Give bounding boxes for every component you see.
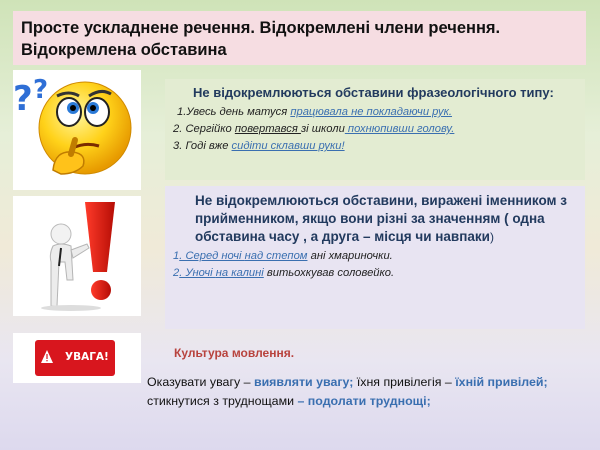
svg-text:?: ? <box>33 75 49 105</box>
svg-text:?: ? <box>13 79 33 119</box>
page-title: Просте ускладнене речення. Відокремлені члени речення. Відокремлена обставина <box>13 11 586 65</box>
culture-heading: Культура мовлення. <box>174 346 295 360</box>
warning-badge-icon <box>13 333 141 383</box>
speech-norms <box>147 373 597 411</box>
norm-item: Оказувати увагу – виявляти увагу; <box>147 375 354 389</box>
person-exclamation-icon <box>13 196 141 316</box>
rule-box-noun-adverbials <box>165 186 585 329</box>
example-line: 2. Сергійко повертався зі школи похнюпивши голову. <box>173 123 455 135</box>
example-line: 1.Увесь день матуся працювала не покладаючи рук. <box>177 106 453 118</box>
warning-badge-text: УВАГА! <box>65 351 109 363</box>
example-line: 3. Годі вже сидіти склавши руки! <box>173 140 345 152</box>
thinking-face-icon <box>13 70 141 190</box>
example-line: 2. Уночі на калині витьохкував соловейко. <box>173 267 395 279</box>
norm-item: стикнутися з труднощами – подолати труднощі; <box>147 394 431 408</box>
rule-box-phraseological <box>165 79 585 180</box>
example-line: 1. Серед ночі над степом ані хмариночки. <box>173 250 393 262</box>
norm-item: їхня привілегія – їхній привілей; <box>356 375 548 389</box>
rule-heading: Не відокремлюються обставини, виражені іменником з прийменником, якщо вони різні за значенням ( одна обставина часу , а друга – місця чи навпаки) <box>195 193 567 244</box>
rule-heading: Не відокремлюються обставини фразеологічного типу: <box>193 85 554 100</box>
